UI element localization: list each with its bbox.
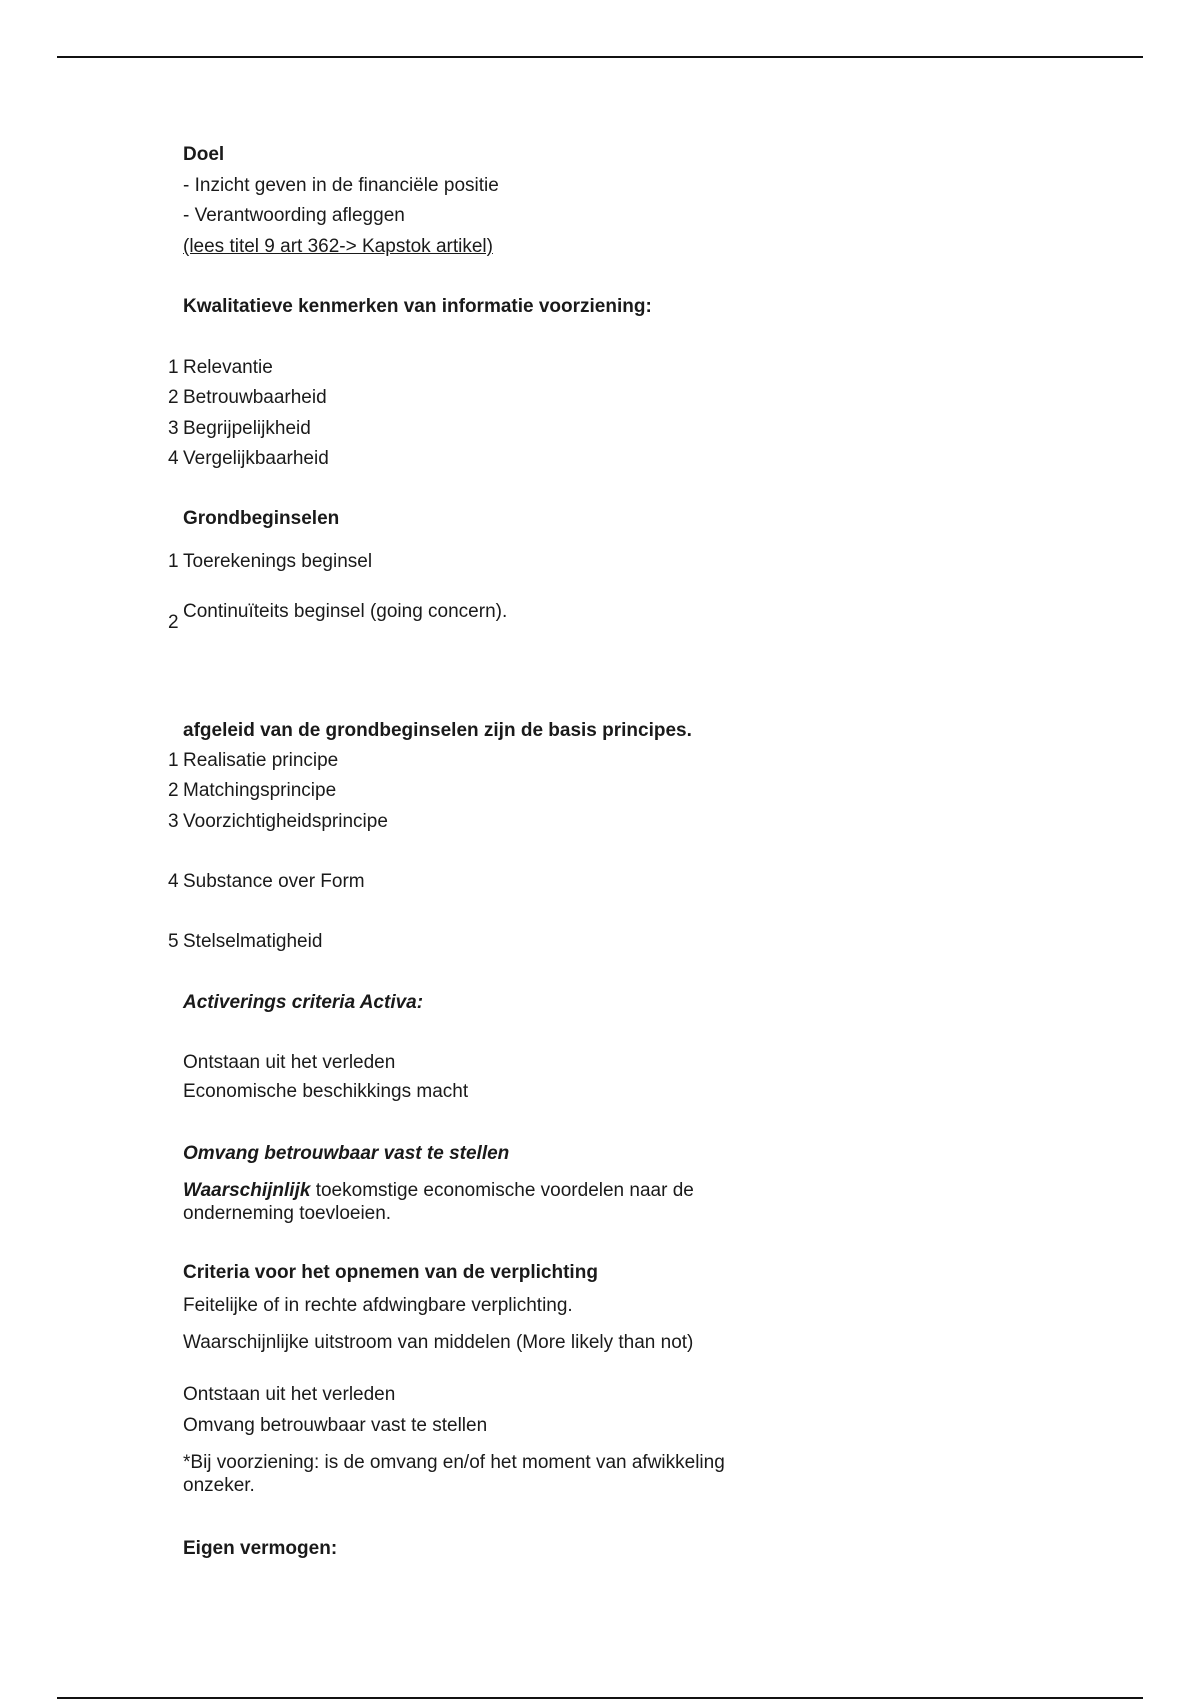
doel-reference: (lees titel 9 art 362-> Kapstok artikel) — [183, 236, 493, 257]
kwalitatieve-item-2: Betrouwbaarheid — [183, 387, 327, 408]
footer-rule — [57, 1697, 1143, 1699]
verplichting-heading: Criteria voor het opnemen van de verplichting — [183, 1262, 598, 1283]
principes-item-5: Stelselmatigheid — [183, 931, 323, 952]
principes-item-4: Substance over Form — [183, 871, 365, 892]
principes-num-5: 5 — [168, 931, 179, 952]
principes-num-2: 2 — [168, 780, 179, 801]
grondbeginselen-num-2: 2 — [168, 612, 179, 633]
eigen-vermogen-heading: Eigen vermogen: — [183, 1538, 338, 1559]
doel-line-2: - Verantwoording afleggen — [183, 205, 405, 226]
doel-line-1: - Inzicht geven in de financiële positie — [183, 175, 499, 196]
kwalitatieve-item-3: Begrijpelijkheid — [183, 418, 311, 439]
activering-heading: Activerings criteria Activa: — [183, 992, 424, 1013]
verplichting-line-3: Ontstaan uit het verleden — [183, 1384, 396, 1405]
principes-item-2: Matchingsprincipe — [183, 780, 337, 801]
kwalitatieve-item-1: Relevantie — [183, 357, 273, 378]
activering-line-2: Economische beschikkings macht — [183, 1081, 469, 1102]
kwalitatieve-heading: Kwalitatieve kenmerken van informatie voorziening: — [183, 296, 652, 317]
verplichting-line-2: Waarschijnlijke uitstroom van middelen (More likely than not) — [183, 1332, 694, 1353]
activering-probability-paragraph — [183, 1179, 743, 1225]
principes-item-3: Voorzichtigheidsprincipe — [183, 811, 388, 832]
kwalitatieve-num-4: 4 — [168, 448, 179, 469]
principes-heading: afgeleid van de grondbeginselen zijn de basis principes. — [183, 720, 692, 741]
kwalitatieve-num-3: 3 — [168, 418, 179, 439]
verplichting-line-1: Feitelijke of in rechte afdwingbare verplichting. — [183, 1295, 573, 1316]
activering-sub-heading: Omvang betrouwbaar vast te stellen — [183, 1143, 510, 1164]
activering-emphasis-rest: toekomstige economische voordelen naar de onderneming toevloeien. — [183, 1180, 694, 1224]
activering-line-1: Ontstaan uit het verleden — [183, 1052, 396, 1073]
principes-num-1: 1 — [168, 750, 179, 771]
principes-item-1: Realisatie principe — [183, 750, 339, 771]
grondbeginselen-item-1: Toerekenings beginsel — [183, 551, 373, 572]
activering-emphasis: Waarschijnlijk — [183, 1180, 311, 1201]
verplichting-note: *Bij voorziening: is de omvang en/of het moment van afwikkeling onzeker. — [183, 1452, 725, 1496]
principes-num-4: 4 — [168, 871, 179, 892]
grondbeginselen-heading: Grondbeginselen — [183, 508, 340, 529]
grondbeginselen-num-1: 1 — [168, 551, 179, 572]
doel-heading: Doel — [183, 144, 225, 165]
kwalitatieve-item-4: Vergelijkbaarheid — [183, 448, 329, 469]
grondbeginselen-item-2: Continuïteits beginsel (going concern). — [183, 601, 508, 622]
verplichting-line-4: Omvang betrouwbaar vast te stellen — [183, 1415, 488, 1436]
principes-num-3: 3 — [168, 811, 179, 832]
kwalitatieve-num-2: 2 — [168, 387, 179, 408]
kwalitatieve-num-1: 1 — [168, 357, 179, 378]
header-rule — [57, 56, 1143, 58]
